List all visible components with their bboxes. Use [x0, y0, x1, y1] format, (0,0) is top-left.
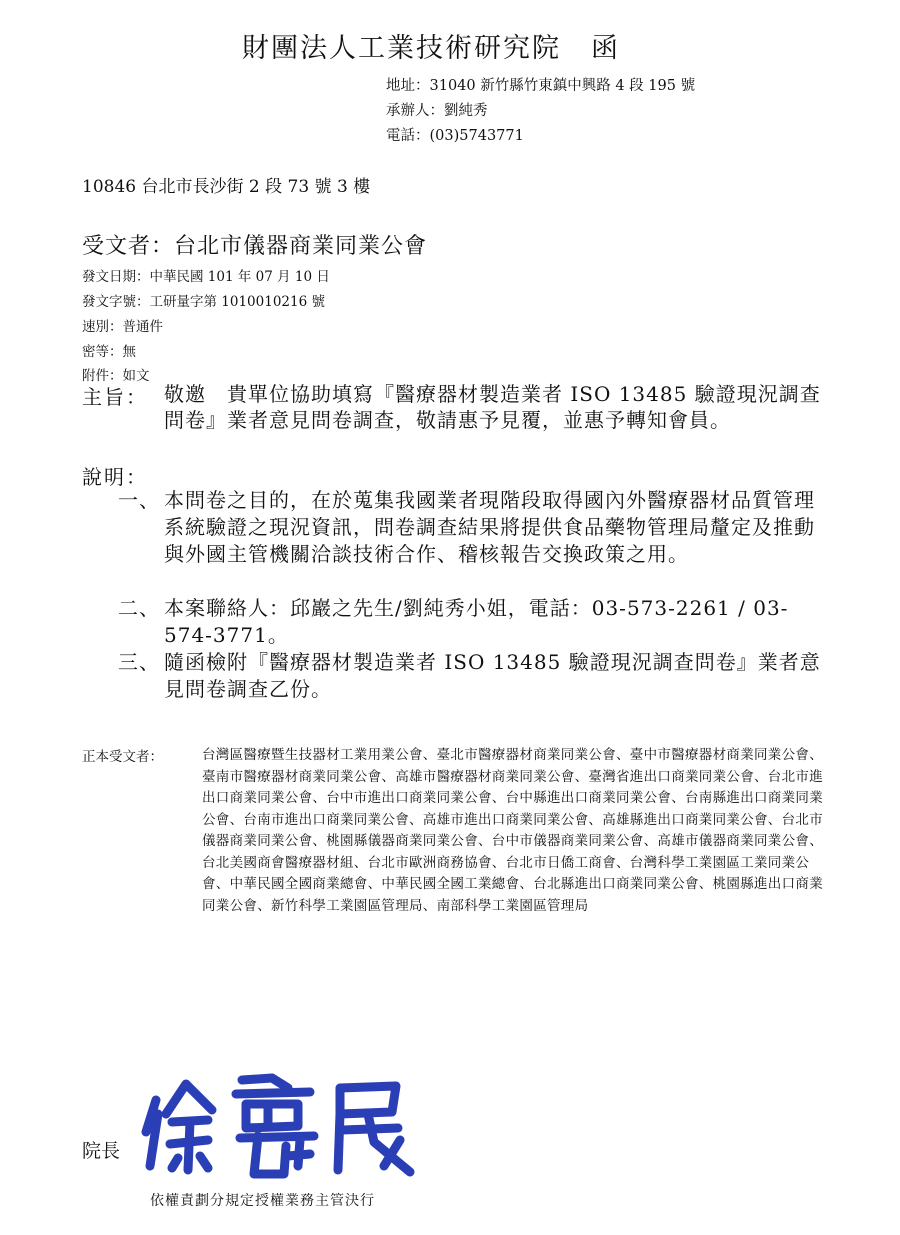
explanation-label: 說明：	[82, 465, 148, 489]
signatory-title: 院長	[82, 1140, 121, 1162]
sender-handler: 承辦人：劉純秀	[386, 103, 488, 119]
copies-label: 正本受文者：	[82, 749, 163, 765]
attachment: 附件：如文	[82, 368, 150, 384]
sender-phone: 電話：(03)5743771	[386, 128, 524, 144]
doc-type: 函	[591, 33, 620, 64]
org-name: 財團法人工業技術研究院	[242, 33, 561, 64]
item-number: 三、	[118, 650, 160, 674]
copies-list: 台灣區醫療暨生技器材工業用業公會、臺北市醫療器材商業同業公會、臺中市醫療器材商業同業公會、臺南市醫療器材商業同業公會、高雄市醫療器材商業同業公會、臺灣省進出口商業同業公會、台北市進出口商業同業公會、台中市進出口商業同業公會、台中縣進出口商業同業公會、台南縣進出口商業同業公會、台南市進出口商業同業公會、高雄市進出口商業同業公會、高雄縣進出口商業同業公會、台北市儀器商業同業公會、桃園縣儀器商業同業公會、台中市儀器商業同業公會、高雄市儀器商業同業公會、台北美國商會醫療器材組、台北市歐洲商務協會、台北市日僑工商會、台灣科學工業園區工業同業公會、中華民國全國商業總會、中華民國全國工業總會、台北縣進出口商業同業公會、桃園縣進出口商業同業公會、新竹科學工業園區管理局、南部科學工業園區管理局	[202, 747, 823, 914]
explanation-item-2-text: 本案聯絡人：邱巖之先生/劉純秀小姐，電話：03-573-2261 / 03-574-3771。	[164, 596, 789, 647]
letter-header	[242, 26, 620, 65]
secrecy-class: 密等：無	[82, 344, 136, 360]
speed-class: 速別：普通件	[82, 319, 163, 335]
sender-address: 地址：31040 新竹縣竹東鎮中興路 4 段 195 號	[386, 78, 696, 94]
issue-date: 發文日期：中華民國 101 年 07 月 10 日	[82, 269, 330, 285]
subject-text: 敬邀 貴單位協助填寫『醫療器材製造業者 ISO 13485 驗證現況調查問卷』業者意見問卷調查，敬請惠予見覆，並惠予轉知會員。	[164, 382, 821, 432]
recipient-address: 10846 台北市長沙街 2 段 73 號 3 樓	[82, 177, 371, 197]
explanation-item-3-text: 隨函檢附『醫療器材製造業者 ISO 13485 驗證現況調查問卷』業者意見問卷調查乙份。	[164, 650, 821, 701]
director-signature	[138, 1070, 428, 1180]
item-number: 二、	[118, 596, 160, 620]
subject-label: 主旨：	[82, 385, 148, 409]
item-number: 一、	[118, 488, 160, 512]
document-number: 發文字號：工研量字第 1010010216 號	[82, 294, 325, 310]
recipient: 受文者：台北市儀器商業同業公會	[82, 234, 428, 259]
delegation-note: 依權責劃分規定授權業務主管決行	[150, 1193, 375, 1209]
explanation-item-1-text: 本問卷之目的，在於蒐集我國業者現階段取得國內外醫療器材品質管理系統驗證之現況資訊，問卷調查結果將提供食品藥物管理局釐定及推動與外國主管機關洽談技術合作、稽核報告交換政策之用。	[164, 488, 815, 566]
